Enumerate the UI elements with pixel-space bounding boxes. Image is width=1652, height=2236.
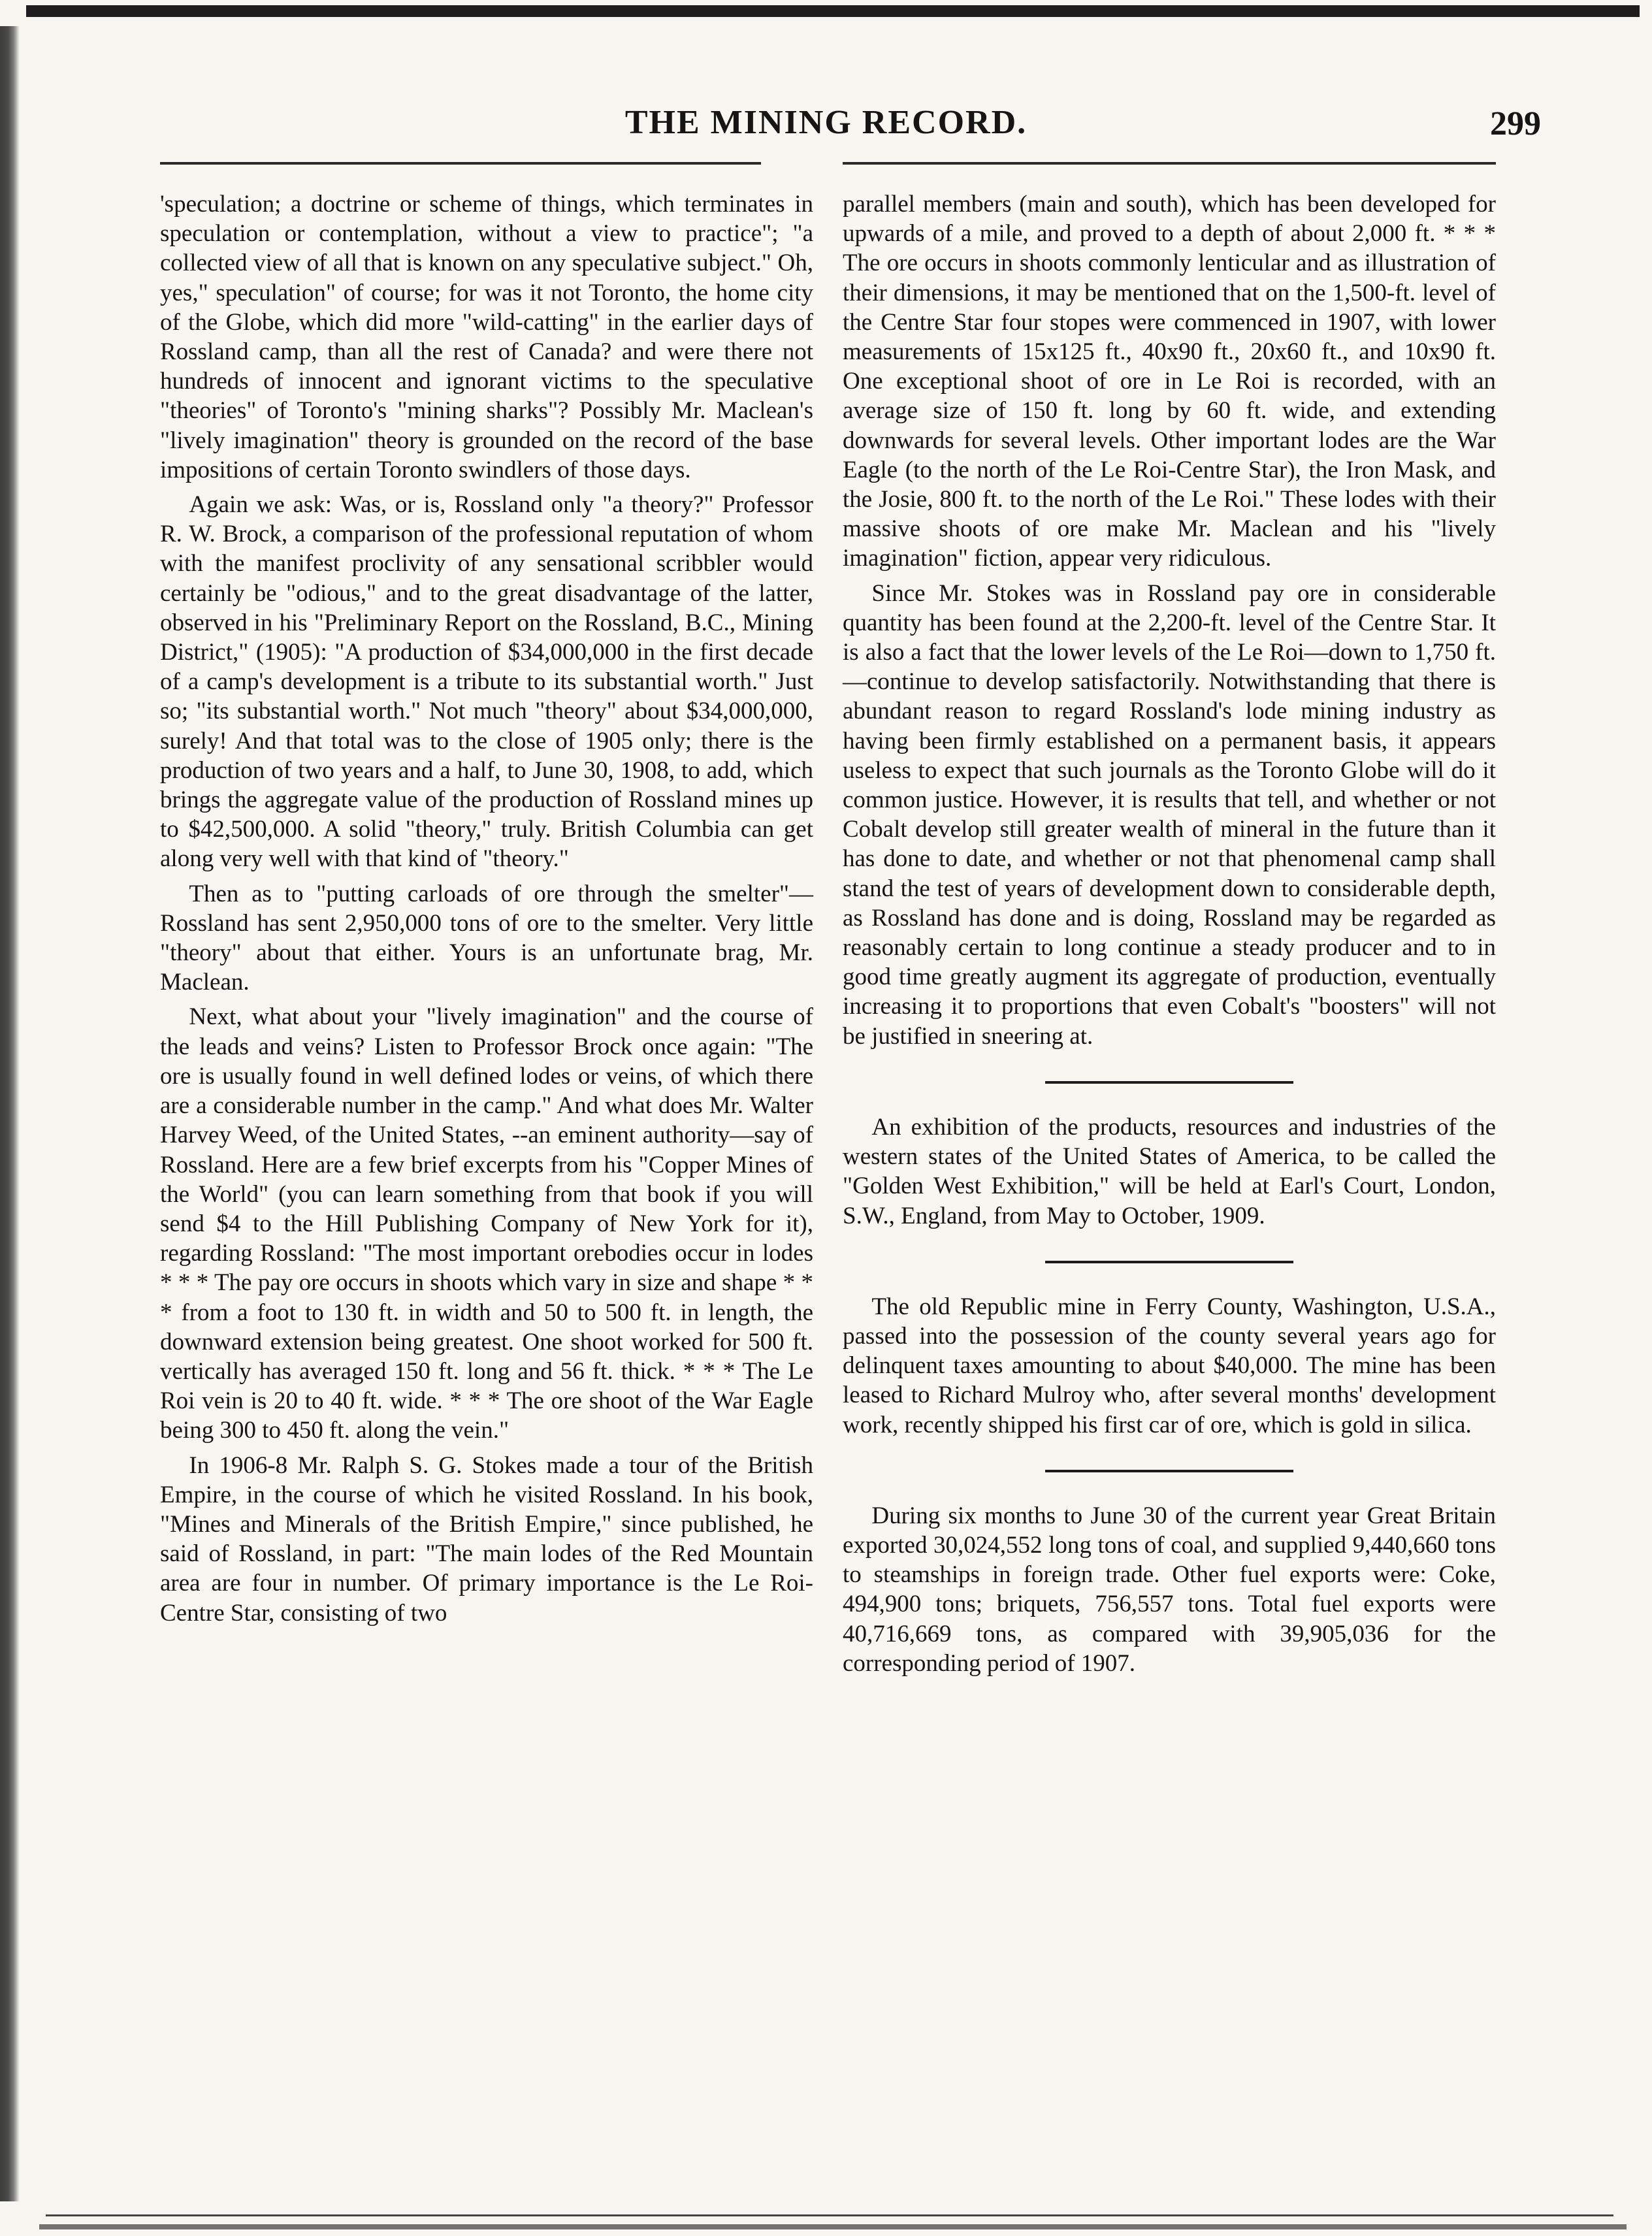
news-notice-republic-mine: The old Republic mine in Ferry County, Washington, U.S.A., passed into the possession of the county several years ago for delinquent taxes amounting to about $40,000. The mine has been leased to Richard Mulroy who, after several months' development work, recently shipped his first car of ore, which is gold in silica. [843,1293,1496,1438]
right-column [843,189,1496,1678]
paragraph: Since Mr. Stokes was in Rossland pay ore in considerable quantity has been found at the 2,200-ft. level of the Centre Star. It is also a fact that the lower levels of the Le Roi—down to 1,750 ft.—continue to develop satisfactorily. Notwithstanding that there is abundant reason to regard Rossland's lode mining industry as having been firmly established on a permanent basis, it appears useless to expect that such journals as the Toronto Globe will do it common justice. However, it is results that tell, and whether or not Cobalt develop still greater wealth of mineral in the future than it has done to date, and whether or not that phenomenal camp shall stand the test of years of development down to considerable depth, as Rossland has done and is doing, Rossland may be regarded as reasonably certain to long continue a steady producer and to in good time greatly augment its aggregate of production, eventually increasing it to proportions that even Cobalt's "boosters" will not be justified in sneering at. [843,579,1496,1050]
header-rule-left [160,162,761,165]
page-bottom-rule [46,2214,1613,2216]
section-divider [1045,1081,1293,1084]
paragraph: In 1906-8 Mr. Ralph S. G. Stokes made a tour of the British Empire, in the course of which he visited Rossland. In his book, "Mines and Minerals of the British Empire," since published, he said of Rossland, in part: "The main lodes of the Red Mountain area are four in number. Of primary importance is the Le Roi-Centre Star, consisting of two [160,1451,813,1627]
paragraph: Again we ask: Was, or is, Rossland only "a theory?" Professor R. W. Brock, a comparison of the professional reputation of whom with the manifest proclivity of any sensational scribbler would certainly be "odious," and to the great disadvantage of the latter, observed in his "Preliminary Report on the Rossland, B.C., Mining District," (1905): "A production of $34,000,000 in the first decade of a camp's development is a tribute to its substantial worth." Just so; "its substantial worth." Not much "theory" about $34,000,000, surely! And that total was to the close of 1905 only; there is the production of two years and a half, to June 30, 1908, to add, which brings the aggregate value of the production of Rossland mines up to $42,500,000. A solid "theory," truly. British Columbia can get along very well with that kind of "theory." [160,491,813,873]
paragraph: Next, what about your "lively imagination" and the course of the leads and veins? Listen to Professor Brock once again: "The ore is usually found in well defined lodes or veins, of which there are a considerable number in the camp." And what does Mr. Walter Harvey Weed, of the United States, --an eminent authority—say of Rossland. Here are a few brief excerpts from his "Copper Mines of the World" (you can learn something from that book if you will send $4 to the Hill Publishing Company of New York for it), regarding Rossland: "The most important orebodies occur in lodes * * * The pay ore occurs in shoots which vary in size and shape * * * from a foot to 130 ft. in width and 50 to 500 ft. in length, the downward extension being greatest. One shoot worked for 500 ft. vertically has averaged 150 ft. long and 56 ft. thick. * * * The Le Roi vein is 20 to 40 ft. wide. * * * The ore shoot of the War Eagle being 300 to 450 ft. along the vein." [160,1003,813,1444]
paragraph: parallel members (main and south), which has been developed for upwards of a mile, and proved to a depth of about 2,000 ft. * * * The ore occurs in shoots commonly lenticular and as illustration of their dimensions, it may be mentioned that on the 1,500-ft. level of the Centre Star four stopes were commenced in 1907, with lower measurements of 15x125 ft., 40x90 ft., 20x60 ft., and 10x90 ft. One exceptional shoot of ore in Le Roi is recorded, with an average size of 150 ft. long by 60 ft. wide, and extending downwards for several levels. Other important lodes are the War Eagle (to the north of the Le Roi-Centre Star), the Iron Mask, and the Josie, 800 ft. to the north of the Le Roi." These lodes with their massive shoots of ore make Mr. Maclean and his "lively imagination" fiction, appear very ridiculous. [843,191,1496,572]
left-column [160,189,813,1628]
page-number: 299 [1490,105,1541,142]
news-notice-exhibition: An exhibition of the products, resources and industries of the western states of the United States of America, to be called the "Golden West Exhibition," will be held at Earl's Court, London, S.W., England, from May to October, 1909. [843,1113,1496,1229]
page-top-edge [26,5,1640,17]
paragraph: Then as to "putting carloads of ore through the smelter"—Rossland has sent 2,950,000 tons of ore to the smelter. Very little "theory" about that either. Yours is an unfortunate brag, Mr. Maclean. [160,880,813,996]
page-binding-edge [0,26,20,2201]
header-rule-right [843,162,1496,165]
running-title: THE MINING RECORD. [624,104,1028,141]
section-divider [1045,1470,1293,1472]
section-divider [1045,1261,1293,1263]
page-bottom-edge [39,2224,1627,2229]
news-notice-coal-exports: During six months to June 30 of the current year Great Britain exported 30,024,552 long tons of coal, and supplied 9,440,660 tons to steamships in foreign trade. Other fuel exports were: Coke, 494,900 tons; briquets, 756,557 tons. Total fuel exports were 40,716,669 tons, as compared with 39,905,036 for the corresponding period of 1907. [843,1502,1496,1677]
paragraph: 'speculation; a doctrine or scheme of things, which terminates in speculation or contemplation, without a view to practice"; "a collected view of all that is known on any speculative subject." Oh, yes," speculation" of course; for was it not Toronto, the home city of the Globe, which did more "wild-catting" in the earlier days of Rossland camp, than all the rest of Canada? and were there not hundreds of innocent and ignorant victims to the speculative "theories" of Toronto's "mining sharks"? Possibly Mr. Maclean's "lively imagination" theory is grounded on the record of the base impositions of certain Toronto swindlers of those days. [160,191,813,483]
